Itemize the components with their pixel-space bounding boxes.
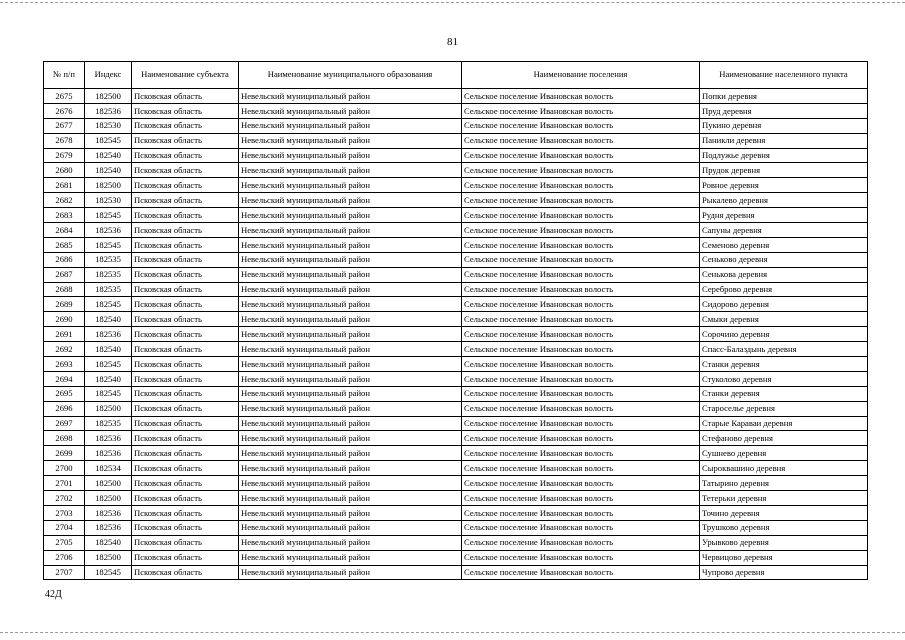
table-row [44,223,868,238]
cell-no: 2699 [44,446,85,461]
cell-index: 182500 [85,491,132,506]
cell-no: 2688 [44,282,85,297]
cell-municipality: Невельский муниципальный район [239,133,462,148]
cell-subject: Псковская область [132,193,239,208]
cell-index: 182535 [85,252,132,267]
cell-locality: Станки деревня [700,386,868,401]
cell-subject: Псковская область [132,237,239,252]
cell-locality: Сереброво деревня [700,282,868,297]
cell-no: 2686 [44,252,85,267]
cell-index: 182545 [85,357,132,372]
table-row [44,505,868,520]
cell-index: 182500 [85,89,132,104]
bottom-scan-edge [0,632,905,634]
table-row [44,550,868,565]
table-row [44,476,868,491]
table-body [44,89,868,580]
cell-subject: Псковская область [132,357,239,372]
cell-settlement: Сельское поселение Ивановская волость [462,535,700,550]
cell-settlement: Сельское поселение Ивановская волость [462,565,700,580]
header-index: Индекс [85,62,132,89]
cell-locality: Сенькова деревня [700,267,868,282]
table-row [44,461,868,476]
cell-no: 2692 [44,342,85,357]
cell-index: 182535 [85,282,132,297]
cell-index: 182536 [85,520,132,535]
cell-no: 2693 [44,357,85,372]
cell-settlement: Сельское поселение Ивановская волость [462,118,700,133]
cell-settlement: Сельское поселение Ивановская волость [462,520,700,535]
table-row [44,163,868,178]
table-row [44,327,868,342]
cell-settlement: Сельское поселение Ивановская волость [462,148,700,163]
cell-no: 2687 [44,267,85,282]
header-municipality: Наименование муниципального образования [239,62,462,89]
cell-settlement: Сельское поселение Ивановская волость [462,446,700,461]
cell-municipality: Невельский муниципальный район [239,386,462,401]
cell-settlement: Сельское поселение Ивановская волость [462,342,700,357]
cell-no: 2704 [44,520,85,535]
cell-locality: Стуколово деревня [700,371,868,386]
cell-no: 2678 [44,133,85,148]
cell-locality: Спасс-Балаздынь деревня [700,342,868,357]
cell-municipality: Невельский муниципальный район [239,193,462,208]
cell-subject: Псковская область [132,461,239,476]
cell-municipality: Невельский муниципальный район [239,401,462,416]
cell-index: 182540 [85,535,132,550]
cell-no: 2702 [44,491,85,506]
table-row [44,342,868,357]
cell-locality: Пукино деревня [700,118,868,133]
cell-subject: Псковская область [132,476,239,491]
cell-settlement: Сельское поселение Ивановская волость [462,550,700,565]
cell-subject: Псковская область [132,520,239,535]
cell-subject: Псковская область [132,267,239,282]
cell-subject: Псковская область [132,535,239,550]
header-subject: Наименование субъекта [132,62,239,89]
table-row [44,193,868,208]
cell-municipality: Невельский муниципальный район [239,223,462,238]
cell-subject: Псковская область [132,371,239,386]
cell-locality: Точино деревня [700,505,868,520]
table-row [44,103,868,118]
table-row [44,491,868,506]
header-locality: Наименование населенного пункта [700,62,868,89]
cell-locality: Попки деревня [700,89,868,104]
cell-settlement: Сельское поселение Ивановская волость [462,461,700,476]
table-row [44,237,868,252]
table-row [44,371,868,386]
cell-subject: Псковская область [132,327,239,342]
table-row [44,133,868,148]
cell-locality: Стефаново деревня [700,431,868,446]
cell-municipality: Невельский муниципальный район [239,416,462,431]
cell-index: 182536 [85,446,132,461]
cell-subject: Псковская область [132,431,239,446]
cell-locality: Червицово деревня [700,550,868,565]
cell-no: 2683 [44,208,85,223]
table-row [44,89,868,104]
cell-no: 2700 [44,461,85,476]
cell-municipality: Невельский муниципальный район [239,357,462,372]
cell-municipality: Невельский муниципальный район [239,163,462,178]
header-row [44,62,868,89]
cell-index: 182534 [85,461,132,476]
cell-subject: Псковская область [132,223,239,238]
table-row [44,446,868,461]
cell-locality: Трушково деревня [700,520,868,535]
cell-settlement: Сельское поселение Ивановская волость [462,491,700,506]
table-row [44,312,868,327]
cell-locality: Рудня деревня [700,208,868,223]
cell-no: 2682 [44,193,85,208]
cell-locality: Тетерьки деревня [700,491,868,506]
cell-municipality: Невельский муниципальный район [239,297,462,312]
cell-subject: Псковская область [132,491,239,506]
cell-index: 182535 [85,416,132,431]
cell-locality: Сеньково деревня [700,252,868,267]
cell-settlement: Сельское поселение Ивановская волость [462,327,700,342]
cell-locality: Старые Караваи деревня [700,416,868,431]
cell-settlement: Сельское поселение Ивановская волость [462,505,700,520]
cell-subject: Псковская область [132,565,239,580]
cell-index: 182545 [85,386,132,401]
cell-subject: Псковская область [132,505,239,520]
cell-subject: Псковская область [132,446,239,461]
cell-locality: Сорочино деревня [700,327,868,342]
cell-index: 182540 [85,342,132,357]
cell-municipality: Невельский муниципальный район [239,178,462,193]
cell-municipality: Невельский муниципальный район [239,550,462,565]
cell-settlement: Сельское поселение Ивановская волость [462,476,700,491]
cell-locality: Станки деревня [700,357,868,372]
cell-subject: Псковская область [132,208,239,223]
cell-locality: Сапуны деревня [700,223,868,238]
cell-settlement: Сельское поселение Ивановская волость [462,193,700,208]
cell-municipality: Невельский муниципальный район [239,327,462,342]
cell-municipality: Невельский муниципальный район [239,535,462,550]
cell-no: 2675 [44,89,85,104]
cell-settlement: Сельское поселение Ивановская волость [462,416,700,431]
table-row [44,520,868,535]
cell-settlement: Сельское поселение Ивановская волость [462,133,700,148]
cell-settlement: Сельское поселение Ивановская волость [462,163,700,178]
cell-locality: Рыкалево деревня [700,193,868,208]
cell-municipality: Невельский муниципальный район [239,565,462,580]
cell-locality: Пруд деревня [700,103,868,118]
cell-settlement: Сельское поселение Ивановская волость [462,431,700,446]
cell-settlement: Сельское поселение Ивановская волость [462,371,700,386]
settlements-table [43,61,868,580]
cell-no: 2677 [44,118,85,133]
cell-no: 2685 [44,237,85,252]
cell-settlement: Сельское поселение Ивановская волость [462,223,700,238]
cell-locality: Урывково деревня [700,535,868,550]
cell-locality: Староселье деревня [700,401,868,416]
cell-no: 2689 [44,297,85,312]
cell-no: 2680 [44,163,85,178]
cell-locality: Татырино деревня [700,476,868,491]
cell-settlement: Сельское поселение Ивановская волость [462,103,700,118]
footer-code: 42Д [45,589,62,600]
cell-municipality: Невельский муниципальный район [239,520,462,535]
cell-subject: Псковская область [132,163,239,178]
cell-municipality: Невельский муниципальный район [239,461,462,476]
cell-index: 182545 [85,208,132,223]
cell-no: 2691 [44,327,85,342]
cell-index: 182536 [85,327,132,342]
table-row [44,148,868,163]
cell-index: 182545 [85,297,132,312]
cell-municipality: Невельский муниципальный район [239,371,462,386]
cell-index: 182545 [85,133,132,148]
cell-index: 182540 [85,148,132,163]
cell-settlement: Сельское поселение Ивановская волость [462,252,700,267]
cell-locality: Смыки деревня [700,312,868,327]
cell-subject: Псковская область [132,252,239,267]
cell-no: 2698 [44,431,85,446]
cell-no: 2681 [44,178,85,193]
cell-locality: Сидорово деревня [700,297,868,312]
cell-index: 182540 [85,371,132,386]
cell-index: 182500 [85,550,132,565]
cell-municipality: Невельский муниципальный район [239,103,462,118]
cell-locality: Ровное деревня [700,178,868,193]
table-row [44,535,868,550]
cell-settlement: Сельское поселение Ивановская волость [462,267,700,282]
cell-settlement: Сельское поселение Ивановская волость [462,357,700,372]
cell-municipality: Невельский муниципальный район [239,342,462,357]
cell-settlement: Сельское поселение Ивановская волость [462,237,700,252]
cell-subject: Псковская область [132,133,239,148]
cell-index: 182540 [85,312,132,327]
cell-no: 2703 [44,505,85,520]
table-row [44,178,868,193]
cell-settlement: Сельское поселение Ивановская волость [462,297,700,312]
cell-no: 2707 [44,565,85,580]
cell-settlement: Сельское поселение Ивановская волость [462,386,700,401]
cell-municipality: Невельский муниципальный район [239,312,462,327]
table-row [44,118,868,133]
cell-subject: Псковская область [132,103,239,118]
cell-municipality: Невельский муниципальный район [239,148,462,163]
header-no: № п/п [44,62,85,89]
cell-settlement: Сельское поселение Ивановская волость [462,178,700,193]
table-row [44,416,868,431]
table-row [44,401,868,416]
table-row [44,565,868,580]
cell-locality: Чупрово деревня [700,565,868,580]
cell-locality: Семеново деревня [700,237,868,252]
table-header [44,62,868,89]
table-row [44,431,868,446]
cell-no: 2697 [44,416,85,431]
cell-index: 182530 [85,118,132,133]
cell-municipality: Невельский муниципальный район [239,237,462,252]
cell-subject: Псковская область [132,297,239,312]
cell-municipality: Невельский муниципальный район [239,208,462,223]
cell-subject: Псковская область [132,89,239,104]
cell-index: 182535 [85,267,132,282]
cell-no: 2684 [44,223,85,238]
table-row [44,208,868,223]
cell-index: 182540 [85,163,132,178]
cell-subject: Псковская область [132,550,239,565]
cell-subject: Псковская область [132,312,239,327]
cell-municipality: Невельский муниципальный район [239,491,462,506]
cell-index: 182536 [85,223,132,238]
cell-subject: Псковская область [132,118,239,133]
page-number: 81 [447,36,458,48]
cell-index: 182500 [85,401,132,416]
table-row [44,252,868,267]
cell-no: 2679 [44,148,85,163]
cell-no: 2694 [44,371,85,386]
cell-locality: Сыроквашино деревня [700,461,868,476]
cell-no: 2701 [44,476,85,491]
cell-index: 182545 [85,237,132,252]
table-row [44,267,868,282]
top-scan-edge [0,2,905,4]
cell-locality: Сушнево деревня [700,446,868,461]
cell-index: 182545 [85,565,132,580]
header-settlement: Наименование поселения [462,62,700,89]
cell-index: 182536 [85,431,132,446]
cell-settlement: Сельское поселение Ивановская волость [462,89,700,104]
cell-no: 2690 [44,312,85,327]
table-row [44,297,868,312]
cell-subject: Псковская область [132,386,239,401]
cell-settlement: Сельское поселение Ивановская волость [462,282,700,297]
cell-subject: Псковская область [132,416,239,431]
cell-municipality: Невельский муниципальный район [239,446,462,461]
cell-municipality: Невельский муниципальный район [239,89,462,104]
cell-no: 2695 [44,386,85,401]
cell-no: 2696 [44,401,85,416]
cell-locality: Прудок деревня [700,163,868,178]
cell-index: 182530 [85,193,132,208]
cell-subject: Псковская область [132,148,239,163]
cell-index: 182536 [85,505,132,520]
cell-municipality: Невельский муниципальный район [239,431,462,446]
cell-index: 182536 [85,103,132,118]
cell-no: 2706 [44,550,85,565]
cell-no: 2676 [44,103,85,118]
cell-subject: Псковская область [132,282,239,297]
cell-settlement: Сельское поселение Ивановская волость [462,208,700,223]
cell-locality: Паникли деревня [700,133,868,148]
cell-subject: Псковская область [132,401,239,416]
cell-subject: Псковская область [132,178,239,193]
cell-municipality: Невельский муниципальный район [239,505,462,520]
cell-settlement: Сельское поселение Ивановская волость [462,312,700,327]
table-row [44,357,868,372]
cell-municipality: Невельский муниципальный район [239,252,462,267]
cell-municipality: Невельский муниципальный район [239,118,462,133]
cell-locality: Подлужье деревня [700,148,868,163]
cell-no: 2705 [44,535,85,550]
table-row [44,386,868,401]
cell-municipality: Невельский муниципальный район [239,282,462,297]
cell-municipality: Невельский муниципальный район [239,476,462,491]
cell-index: 182500 [85,476,132,491]
table-row [44,282,868,297]
cell-index: 182500 [85,178,132,193]
cell-subject: Псковская область [132,342,239,357]
cell-municipality: Невельский муниципальный район [239,267,462,282]
cell-settlement: Сельское поселение Ивановская волость [462,401,700,416]
